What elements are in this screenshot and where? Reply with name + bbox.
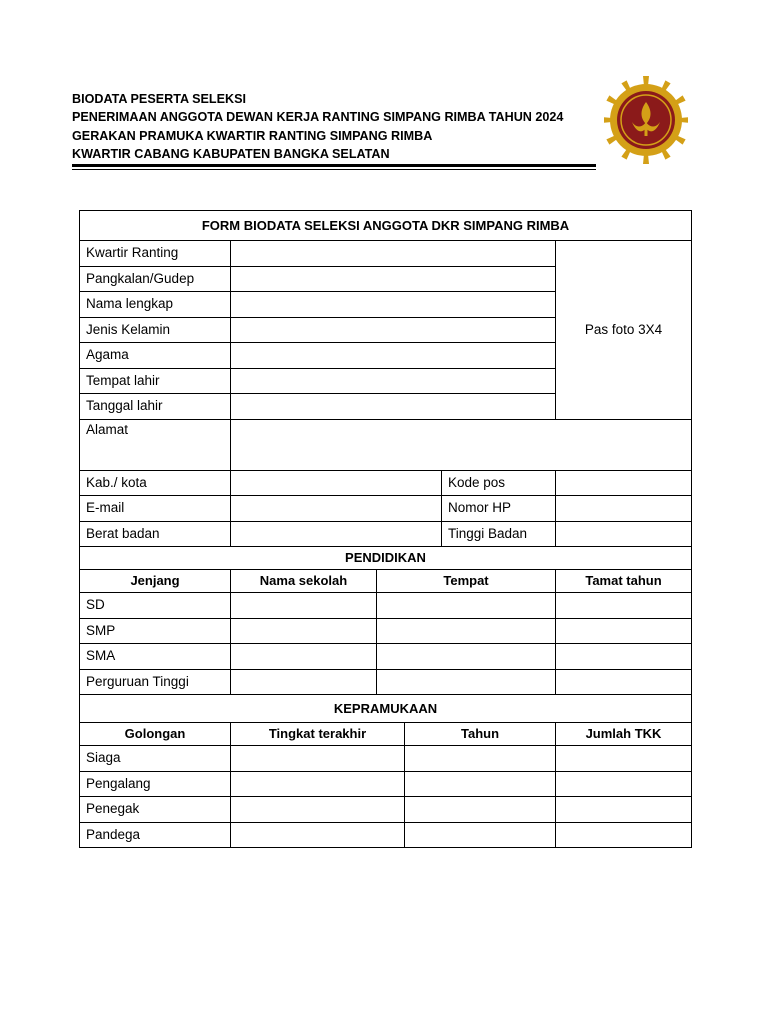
pendidikan-input-tempat[interactable]	[377, 644, 556, 670]
field-input-tempat-lahir[interactable]	[231, 368, 556, 394]
field-label-pangkalan-gudep: Pangkalan/Gudep	[80, 266, 231, 292]
kepramukaan-row-label: Penegak	[80, 797, 231, 823]
kepramukaan-input-jumlah-tkk[interactable]	[556, 797, 692, 823]
pendidikan-header-tempat: Tempat	[377, 570, 556, 593]
kepramukaan-input-tahun[interactable]	[405, 822, 556, 848]
kepramukaan-input-jumlah-tkk[interactable]	[556, 746, 692, 772]
table-row	[80, 618, 692, 644]
field-label-agama: Agama	[80, 343, 231, 369]
pendidikan-input-tamat-tahun[interactable]	[556, 669, 692, 695]
pendidikan-input-tamat-tahun[interactable]	[556, 593, 692, 619]
table-row	[80, 644, 692, 670]
field-label-nomor-hp: Nomor HP	[442, 496, 556, 522]
kepramukaan-input-tahun[interactable]	[405, 797, 556, 823]
field-label-email: E-mail	[80, 496, 231, 522]
table-row	[80, 593, 692, 619]
field-label-kode-pos: Kode pos	[442, 470, 556, 496]
pendidikan-header-jenjang: Jenjang	[80, 570, 231, 593]
field-label-berat-badan: Berat badan	[80, 521, 231, 547]
field-input-nomor-hp[interactable]	[556, 496, 692, 522]
pendidikan-input-tempat[interactable]	[377, 618, 556, 644]
field-input-alamat[interactable]	[231, 419, 692, 470]
header-divider-thick	[72, 164, 596, 167]
field-input-berat-badan[interactable]	[231, 521, 442, 547]
pendidikan-input-tempat[interactable]	[377, 669, 556, 695]
pendidikan-row-label: SD	[80, 593, 231, 619]
kepramukaan-header-jumlah-tkk: Jumlah TKK	[556, 723, 692, 746]
field-input-kab-kota[interactable]	[231, 470, 442, 496]
pendidikan-input-tamat-tahun[interactable]	[556, 644, 692, 670]
kepramukaan-header-tahun: Tahun	[405, 723, 556, 746]
field-label-tinggi-badan: Tinggi Badan	[442, 521, 556, 547]
field-input-email[interactable]	[231, 496, 442, 522]
header-line-3: GERAKAN PRAMUKA KWARTIR RANTING SIMPANG RIMBA	[72, 128, 433, 143]
pramuka-logo-icon	[604, 72, 688, 168]
photo-placeholder: Pas foto 3X4	[556, 241, 692, 420]
header-line-4: KWARTIR CABANG KABUPATEN BANGKA SELATAN	[72, 147, 390, 162]
field-input-pangkalan-gudep[interactable]	[231, 266, 556, 292]
biodata-form-table	[79, 210, 692, 848]
kepramukaan-header-golongan: Golongan	[80, 723, 231, 746]
field-input-agama[interactable]	[231, 343, 556, 369]
kepramukaan-row-label: Siaga	[80, 746, 231, 772]
kepramukaan-input-tingkat-terakhir[interactable]	[231, 771, 405, 797]
kepramukaan-row-label: Pengalang	[80, 771, 231, 797]
table-row	[80, 797, 692, 823]
field-label-tanggal-lahir: Tanggal lahir	[80, 394, 231, 420]
form-title: FORM BIODATA SELEKSI ANGGOTA DKR SIMPANG RIMBA	[80, 211, 692, 241]
field-input-nama-lengkap[interactable]	[231, 292, 556, 318]
header-line-2: PENERIMAAN ANGGOTA DEWAN KERJA RANTING SIMPANG RIMBA TAHUN 2024	[72, 110, 564, 125]
pendidikan-input-nama-sekolah[interactable]	[231, 669, 377, 695]
kepramukaan-input-tingkat-terakhir[interactable]	[231, 822, 405, 848]
table-row	[80, 746, 692, 772]
pendidikan-input-tempat[interactable]	[377, 593, 556, 619]
pendidikan-row-label: SMP	[80, 618, 231, 644]
pendidikan-input-tamat-tahun[interactable]	[556, 618, 692, 644]
field-label-tempat-lahir: Tempat lahir	[80, 368, 231, 394]
pendidikan-header-tamat-tahun: Tamat tahun	[556, 570, 692, 593]
field-label-alamat: Alamat	[80, 419, 231, 470]
header-divider-thin	[72, 169, 596, 170]
field-label-kwartir-ranting: Kwartir Ranting	[80, 241, 231, 267]
header-line-1: BIODATA PESERTA SELEKSI	[72, 92, 246, 106]
kepramukaan-input-tahun[interactable]	[405, 746, 556, 772]
field-input-tanggal-lahir[interactable]	[231, 394, 556, 420]
pendidikan-row-label: SMA	[80, 644, 231, 670]
section-title-kepramukaan: KEPRAMUKAAN	[80, 695, 692, 723]
pendidikan-input-nama-sekolah[interactable]	[231, 644, 377, 670]
field-input-tinggi-badan[interactable]	[556, 521, 692, 547]
pendidikan-input-nama-sekolah[interactable]	[231, 593, 377, 619]
section-title-pendidikan: PENDIDIKAN	[80, 547, 692, 570]
kepramukaan-row-label: Pandega	[80, 822, 231, 848]
kepramukaan-input-jumlah-tkk[interactable]	[556, 771, 692, 797]
document-header	[72, 90, 602, 164]
field-input-kode-pos[interactable]	[556, 470, 692, 496]
field-label-nama-lengkap: Nama lengkap	[80, 292, 231, 318]
kepramukaan-input-jumlah-tkk[interactable]	[556, 822, 692, 848]
pendidikan-header-nama-sekolah: Nama sekolah	[231, 570, 377, 593]
table-row	[80, 771, 692, 797]
field-label-jenis-kelamin: Jenis Kelamin	[80, 317, 231, 343]
table-row	[80, 822, 692, 848]
table-row	[80, 669, 692, 695]
field-label-kab-kota: Kab./ kota	[80, 470, 231, 496]
field-input-kwartir-ranting[interactable]	[231, 241, 556, 267]
kepramukaan-header-tingkat-terakhir: Tingkat terakhir	[231, 723, 405, 746]
kepramukaan-input-tingkat-terakhir[interactable]	[231, 746, 405, 772]
kepramukaan-input-tahun[interactable]	[405, 771, 556, 797]
kepramukaan-input-tingkat-terakhir[interactable]	[231, 797, 405, 823]
pendidikan-input-nama-sekolah[interactable]	[231, 618, 377, 644]
pendidikan-row-label: Perguruan Tinggi	[80, 669, 231, 695]
field-input-jenis-kelamin[interactable]	[231, 317, 556, 343]
